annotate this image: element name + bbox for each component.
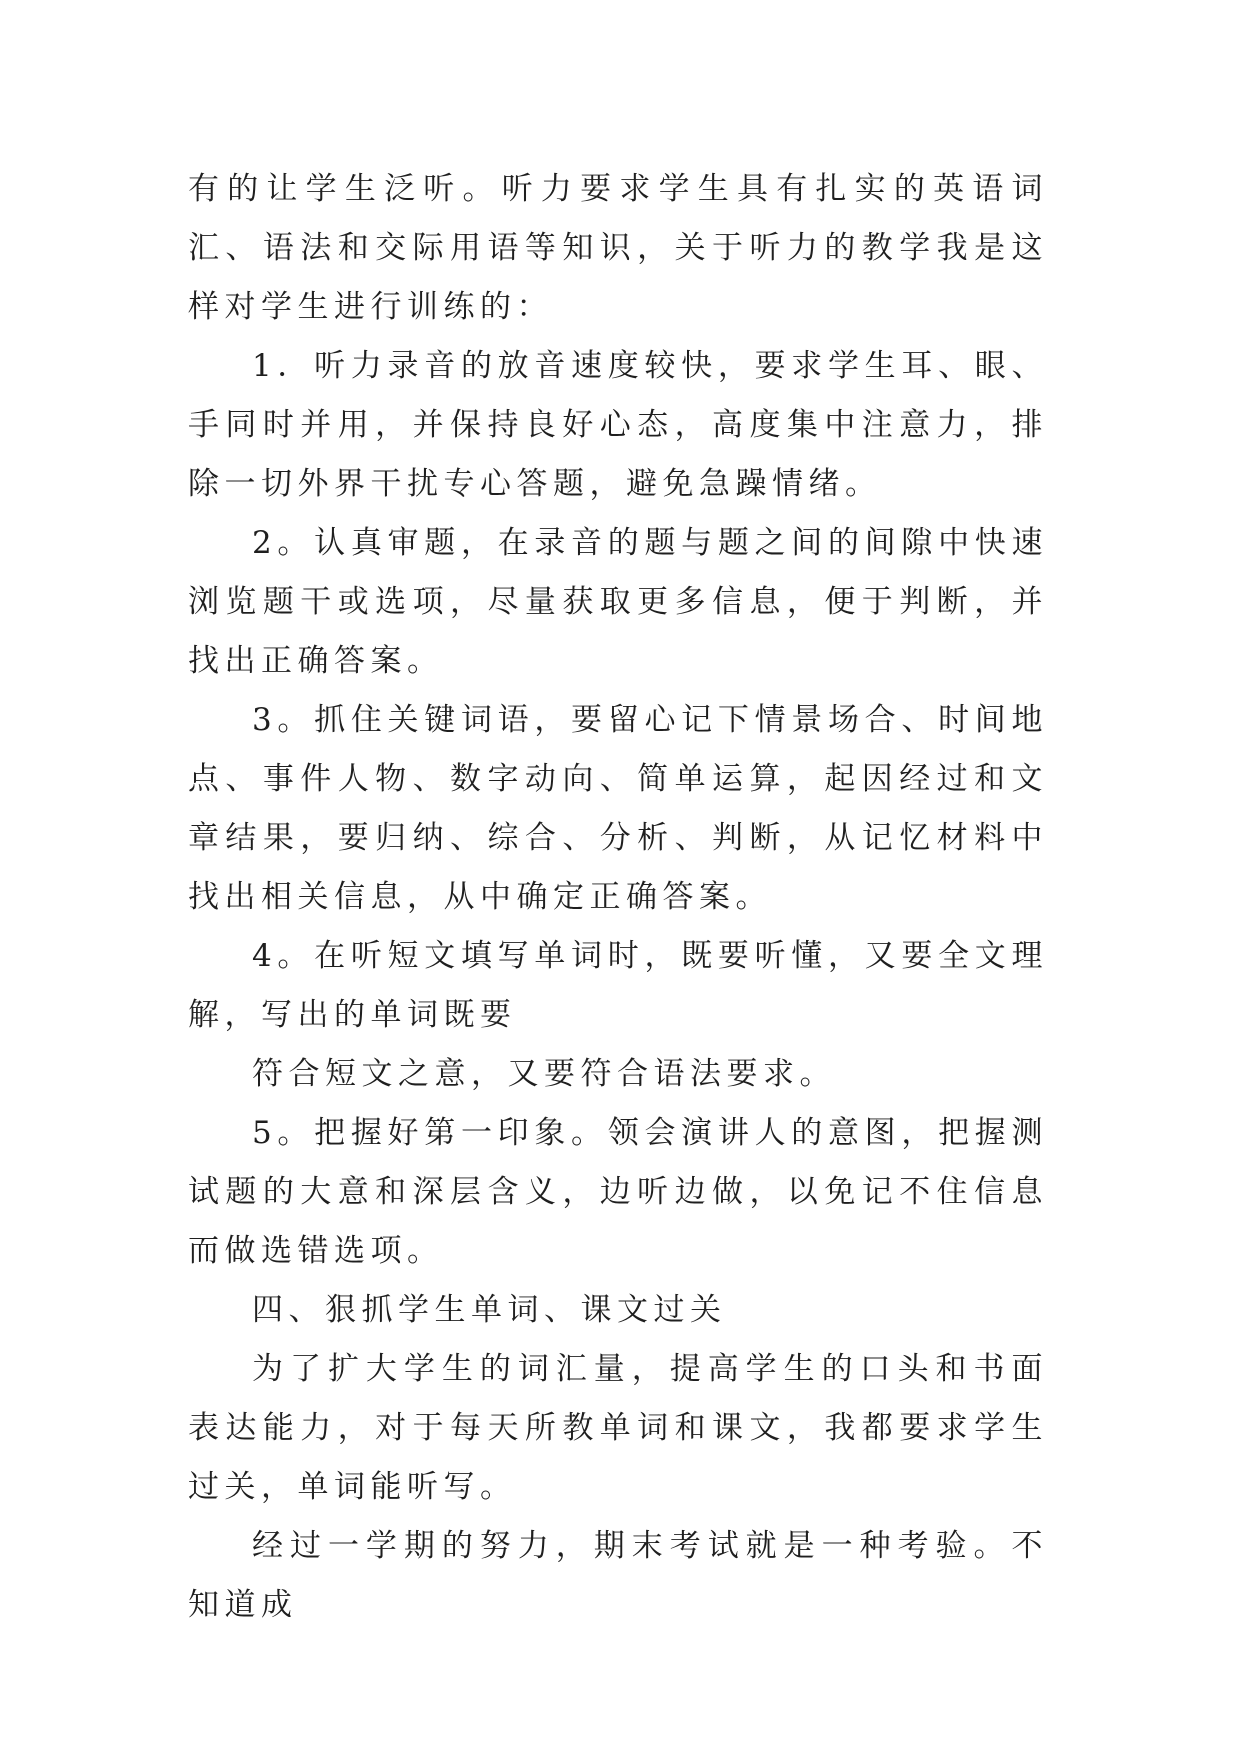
paragraph-vocabulary: 为了扩大学生的词汇量，提高学生的口头和书面表达能力，对于每天所教单词和课文，我都要求学生过关，单词能听写。 — [188, 1351, 1048, 1505]
paragraph-listening-tip-4: 4。在听短文填写单词时，既要听懂，又要全文理解，写出的单词既要 — [188, 938, 1048, 1033]
paragraph-conclusion: 经过一学期的努力，期末考试就是一种考验。不知道成 — [188, 1528, 1048, 1623]
paragraph-listening-tip-2: 2。认真审题，在录音的题与题之间的间隙中快速浏览题干或选项，尽量获取更多信息，便于判断，并找出正确答案。 — [188, 525, 1048, 679]
paragraph-listening-tip-5: 5。把握好第一印象。领会演讲人的意图，把握测试题的大意和深层含义，边听边做，以免记不住信息而做选错选项。 — [188, 1115, 1048, 1269]
paragraph-listening-tip-3: 3。抓住关键词语，要留心记下情景场合、时间地点、事件人物、数字动向、简单运算，起因经过和文章结果，要归纳、综合、分析、判断，从记忆材料中找出相关信息，从中确定正确答案。 — [188, 702, 1048, 915]
paragraph-listening-tip-4-cont: 符合短文之意，又要符合语法要求。 — [252, 1056, 836, 1092]
document-body — [188, 160, 1048, 1635]
paragraph-continuation: 有的让学生泛听。听力要求学生具有扎实的英语词汇、语法和交际用语等知识，关于听力的教学我是这样对学生进行训练的： — [188, 171, 1048, 325]
section-heading: 四、狠抓学生单词、课文过关 — [252, 1292, 727, 1328]
paragraph-listening-tip-1: 1．听力录音的放音速度较快，要求学生耳、眼、手同时并用，并保持良好心态，高度集中注意力，排除一切外界干扰专心答题，避免急躁情绪。 — [188, 348, 1048, 502]
